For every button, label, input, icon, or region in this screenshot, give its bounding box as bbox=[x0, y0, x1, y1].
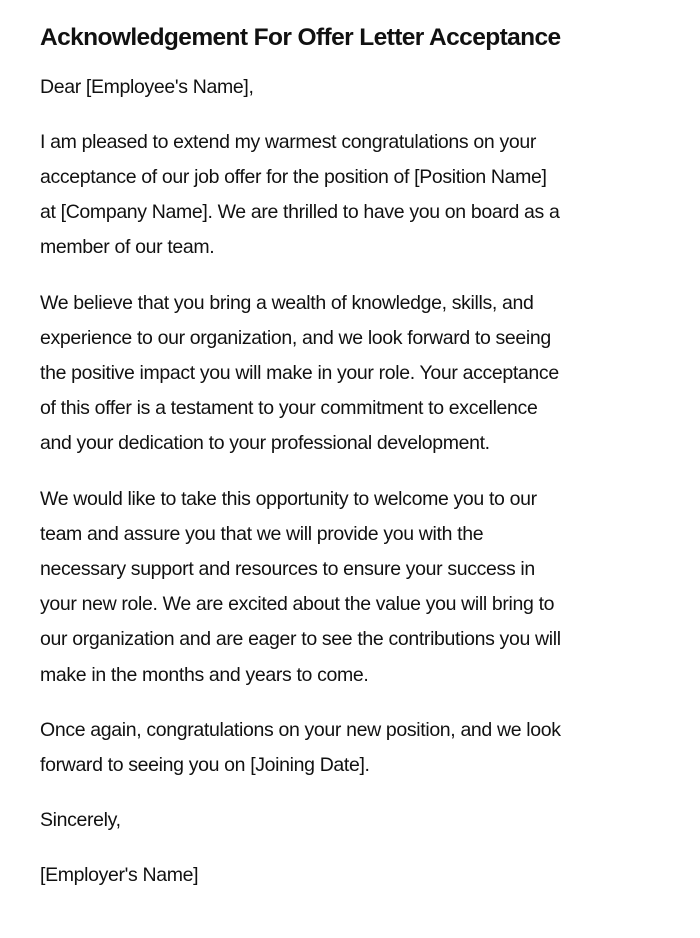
signature-placeholder: [Employer's Name] bbox=[40, 864, 199, 886]
paragraph-line: acceptance of our job offer for the position of [Position Name] bbox=[40, 166, 547, 188]
paragraph-line: of this offer is a testament to your commitment to excellence bbox=[40, 397, 538, 419]
paragraph-line: I am pleased to extend my warmest congratulations on your bbox=[40, 131, 536, 153]
paragraph-line: the positive impact you will make in your role. Your acceptance bbox=[40, 362, 559, 384]
paragraph-line: team and assure you that we will provide you with the bbox=[40, 523, 484, 545]
paragraph-line: member of our team. bbox=[40, 236, 215, 258]
paragraph-line: our organization and are eager to see the contributions you will bbox=[40, 628, 561, 650]
paragraph-line: at [Company Name]. We are thrilled to have you on board as a bbox=[40, 201, 560, 223]
paragraph-line: experience to our organization, and we look forward to seeing bbox=[40, 327, 551, 349]
paragraph-line: your new role. We are excited about the value you will bring to bbox=[40, 593, 555, 615]
closing: Sincerely, bbox=[40, 809, 121, 831]
paragraph-line: necessary support and resources to ensure your success in bbox=[40, 558, 535, 580]
paragraph-line: Once again, congratulations on your new position, and we look bbox=[40, 719, 561, 741]
paragraph-line: forward to seeing you on [Joining Date]. bbox=[40, 754, 370, 776]
document-title: Acknowledgement For Offer Letter Acceptance bbox=[40, 24, 561, 51]
paragraph-line: and your dedication to your professional development. bbox=[40, 432, 490, 454]
paragraph-line: make in the months and years to come. bbox=[40, 664, 369, 686]
salutation: Dear [Employee's Name], bbox=[40, 76, 254, 98]
paragraph-line: We would like to take this opportunity to welcome you to our bbox=[40, 488, 537, 510]
paragraph-line: We believe that you bring a wealth of knowledge, skills, and bbox=[40, 292, 534, 314]
